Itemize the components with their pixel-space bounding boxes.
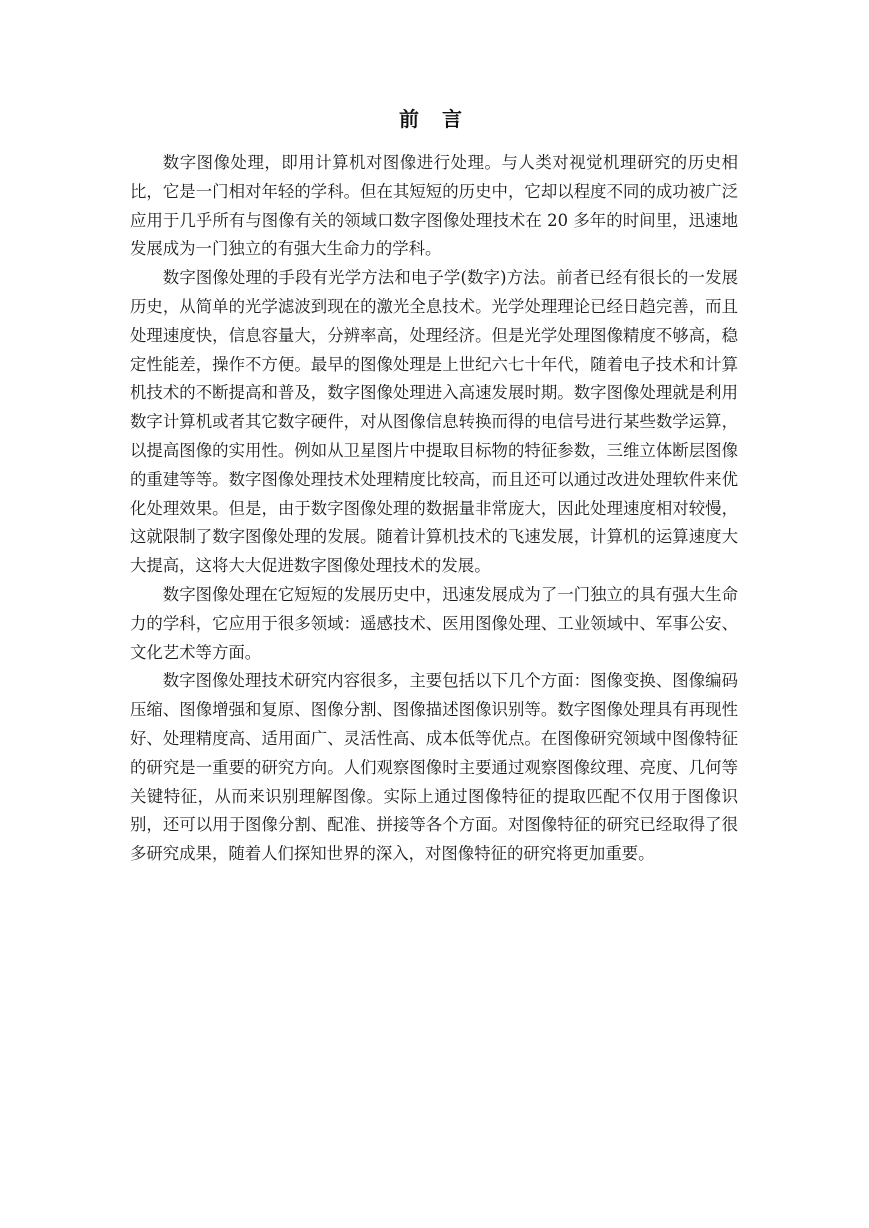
paragraph-4: 数字图像处理技术研究内容很多，主要包括以下几个方面：图像变换、图像编码压缩、图像增强和复原、图像分割、图像描述图像识别等。数字图像处理具有再现性好、处理精度高、适用面广、灵活性高、成本低等优点。在图像研究领域中图像特征的研究是一重要的研究方向。人们观察图像时主要通过观察图像纹理、亮度、几何等关键特征，从而来识别理解图像。实际上通过图像特征的提取匹配不仅用于图像识别，还可以用于图像分割、配准、拼接等各个方面。对图像特征的研究已经取得了很多研究成果，随着人们探知世界的深入，对图像特征的研究将更加重要。	[130, 671, 738, 864]
document-body	[130, 149, 738, 869]
page-title: 前 言	[399, 107, 470, 131]
paragraph-3: 数字图像处理在它短短的发展历史中，迅速发展成为了一门独立的具有强大生命力的学科，它应用于很多领域：遥感技术、医用图像处理、工业领域中、军事公安、文化艺术等方面。	[130, 584, 738, 662]
paragraph-2: 数字图像处理的手段有光学方法和电子学(数字)方法。前者已经有很长的一发展历史，从简单的光学滤波到现在的激光全息技术。光学处理理论已经日趋完善，而且处理速度快，信息容量大，分辨率高，处理经济。但是光学处理图像精度不够高，稳定性能差，操作不方便。最早的图像处理是上世纪六七十年代，随着电子技术和计算机技术的不断提高和普及，数字图像处理进入高速发展时期。数字图像处理就是利用数字计算机或者其它数字硬件，对从图像信息转换而得的电信号进行某些数学运算，以提高图像的实用性。例如从卫星图片中提取目标物的特征参数，三维立体断层图像的重建等等。数字图像处理技术处理精度比较高，而且还可以通过改进处理软件来优化处理效果。但是，由于数字图像处理的数据量非常庞大，因此处理速度相对较慢，这就限制了数字图像处理的发展。随着计算机技术的飞速发展，计算机的运算速度大大提高，这将大大促进数字图像处理技术的发展。	[130, 268, 738, 576]
paragraph-1: 数字图像处理，即用计算机对图像进行处理。与人类对视觉机理研究的历史相比，它是一门相对年轻的学科。但在其短短的历史中，它却以程度不同的成功被广泛应用于几乎所有与图像有关的领域口数字图像处理技术在 20 多年的时间里，迅速地发展成为一门独立的有强大生命力的学科。	[130, 153, 738, 259]
